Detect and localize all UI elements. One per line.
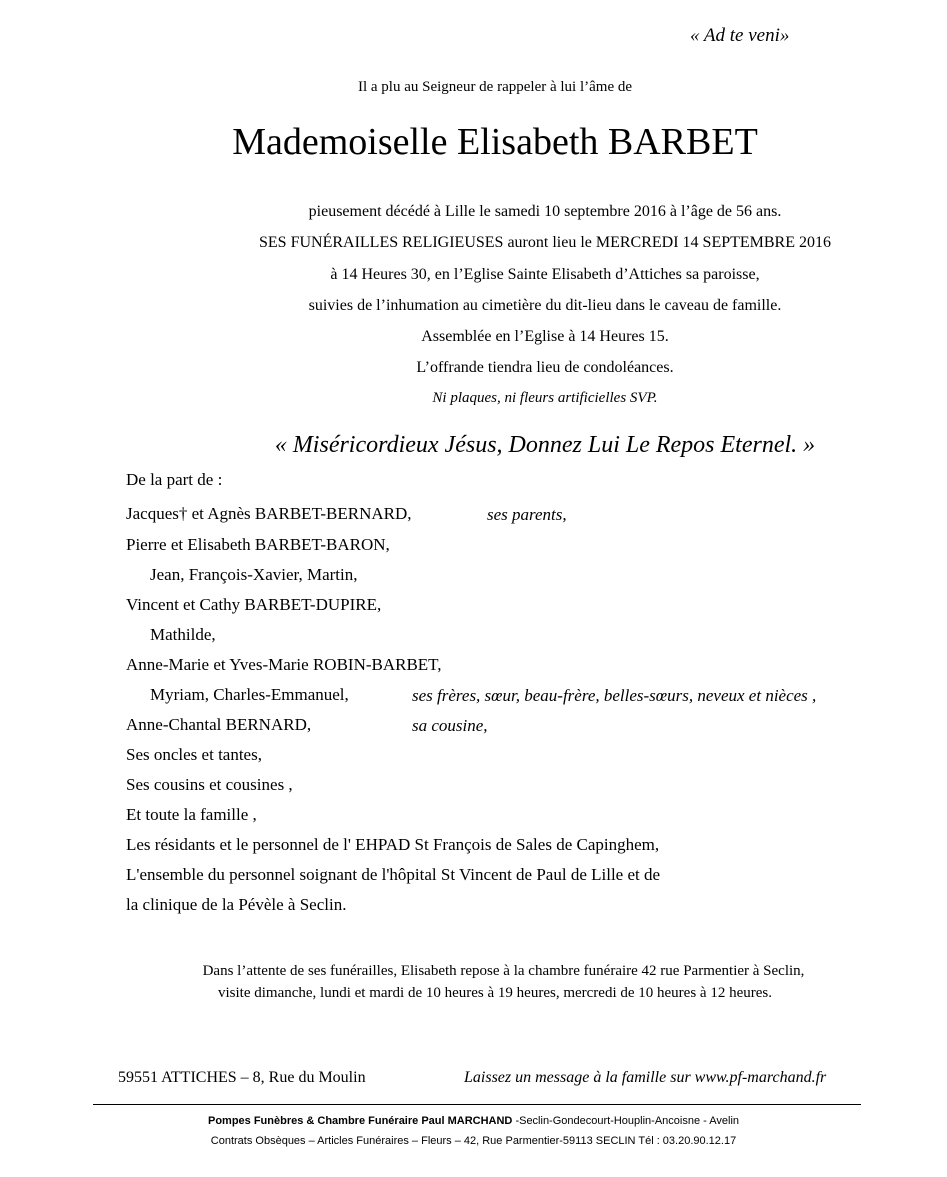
prayer: « Miséricordieux Jésus, Donnez Lui Le Repos Eternel. » bbox=[274, 432, 816, 458]
intro-text: Il a plu au Seigneur de rappeler à lui l’âme de bbox=[357, 79, 633, 95]
detail-line: suivies de l’inhumation au cimetière du dit-lieu dans le caveau de famille. bbox=[308, 297, 782, 314]
no-flowers-note: Ni plaques, ni fleurs artificielles SVP. bbox=[432, 390, 658, 406]
family-heading: De la part de : bbox=[126, 470, 223, 489]
footer-divider bbox=[93, 1104, 861, 1105]
family-line: Anne-Marie et Yves-Marie ROBIN-BARBET, bbox=[126, 655, 442, 674]
motto: « Ad te veni» bbox=[690, 25, 790, 46]
family-line: Ses oncles et tantes, bbox=[126, 745, 262, 764]
deceased-name: Mademoiselle Elisabeth BARBET bbox=[232, 121, 758, 163]
family-line: la clinique de la Pévèle à Seclin. bbox=[126, 895, 347, 914]
visitation-notice: Dans l’attente de ses funérailles, Elisabeth repose à la chambre funéraire 42 rue Parmentier à Seclin, bbox=[202, 963, 805, 979]
family-line: Myriam, Charles-Emmanuel, bbox=[150, 685, 349, 704]
family-line: Jean, François-Xavier, Martin, bbox=[150, 565, 358, 584]
visitation-hours: visite dimanche, lundi et mardi de 10 heures à 19 heures, mercredi de 10 heures à 12 heures. bbox=[218, 985, 772, 1001]
condolence-message-link[interactable]: Laissez un message à la famille sur www.pf-marchand.fr bbox=[464, 1069, 827, 1086]
family-line: Les résidants et le personnel de l' EHPAD St François de Sales de Capinghem, bbox=[126, 835, 660, 854]
family-line: L'ensemble du personnel soignant de l'hôpital St Vincent de Paul de Lille et de bbox=[126, 865, 661, 884]
relation-label: sa cousine, bbox=[412, 716, 488, 735]
family-line: Mathilde, bbox=[150, 625, 216, 644]
footer-contact-line: Contrats Obsèques – Articles Funéraires – Fleurs – 42, Rue Parmentier-59113 SECLIN Tél : 03.20.90.12.17 bbox=[210, 1135, 737, 1147]
detail-line: L’offrande tiendra lieu de condoléances. bbox=[416, 359, 674, 376]
family-line: Anne-Chantal BERNARD, bbox=[126, 715, 312, 734]
detail-line: pieusement décédé à Lille le samedi 10 septembre 2016 à l’âge de 56 ans. bbox=[308, 203, 782, 220]
detail-line: à 14 Heures 30, en l’Eglise Sainte Elisabeth d’Attiches sa paroisse, bbox=[330, 266, 760, 283]
detail-line: Assemblée en l’Eglise à 14 Heures 15. bbox=[421, 328, 669, 345]
relation-label: ses parents, bbox=[487, 505, 567, 524]
detail-line: SES FUNÉRAILLES RELIGIEUSES auront lieu le MERCREDI 14 SEPTEMBRE 2016 bbox=[259, 234, 831, 251]
family-line: Jacques† et Agnès BARBET-BERNARD, bbox=[126, 504, 412, 523]
relation-label: ses frères, sœur, beau-frère, belles-sœurs, neveux et nièces , bbox=[412, 686, 817, 705]
company-name: Pompes Funèbres & Chambre Funéraire Paul MARCHAND bbox=[207, 1115, 513, 1127]
family-line: Ses cousins et cousines , bbox=[126, 775, 293, 794]
family-line: Pierre et Elisabeth BARBET-BARON, bbox=[126, 535, 390, 554]
family-address: 59551 ATTICHES – 8, Rue du Moulin bbox=[118, 1069, 366, 1086]
family-line: Vincent et Cathy BARBET-DUPIRE, bbox=[126, 595, 382, 614]
company-locations: -Seclin-Gondecourt-Houplin-Ancoisne - Avelin bbox=[515, 1115, 740, 1127]
footer-company-line bbox=[0, 1115, 947, 1127]
family-line: Et toute la famille , bbox=[126, 805, 257, 824]
